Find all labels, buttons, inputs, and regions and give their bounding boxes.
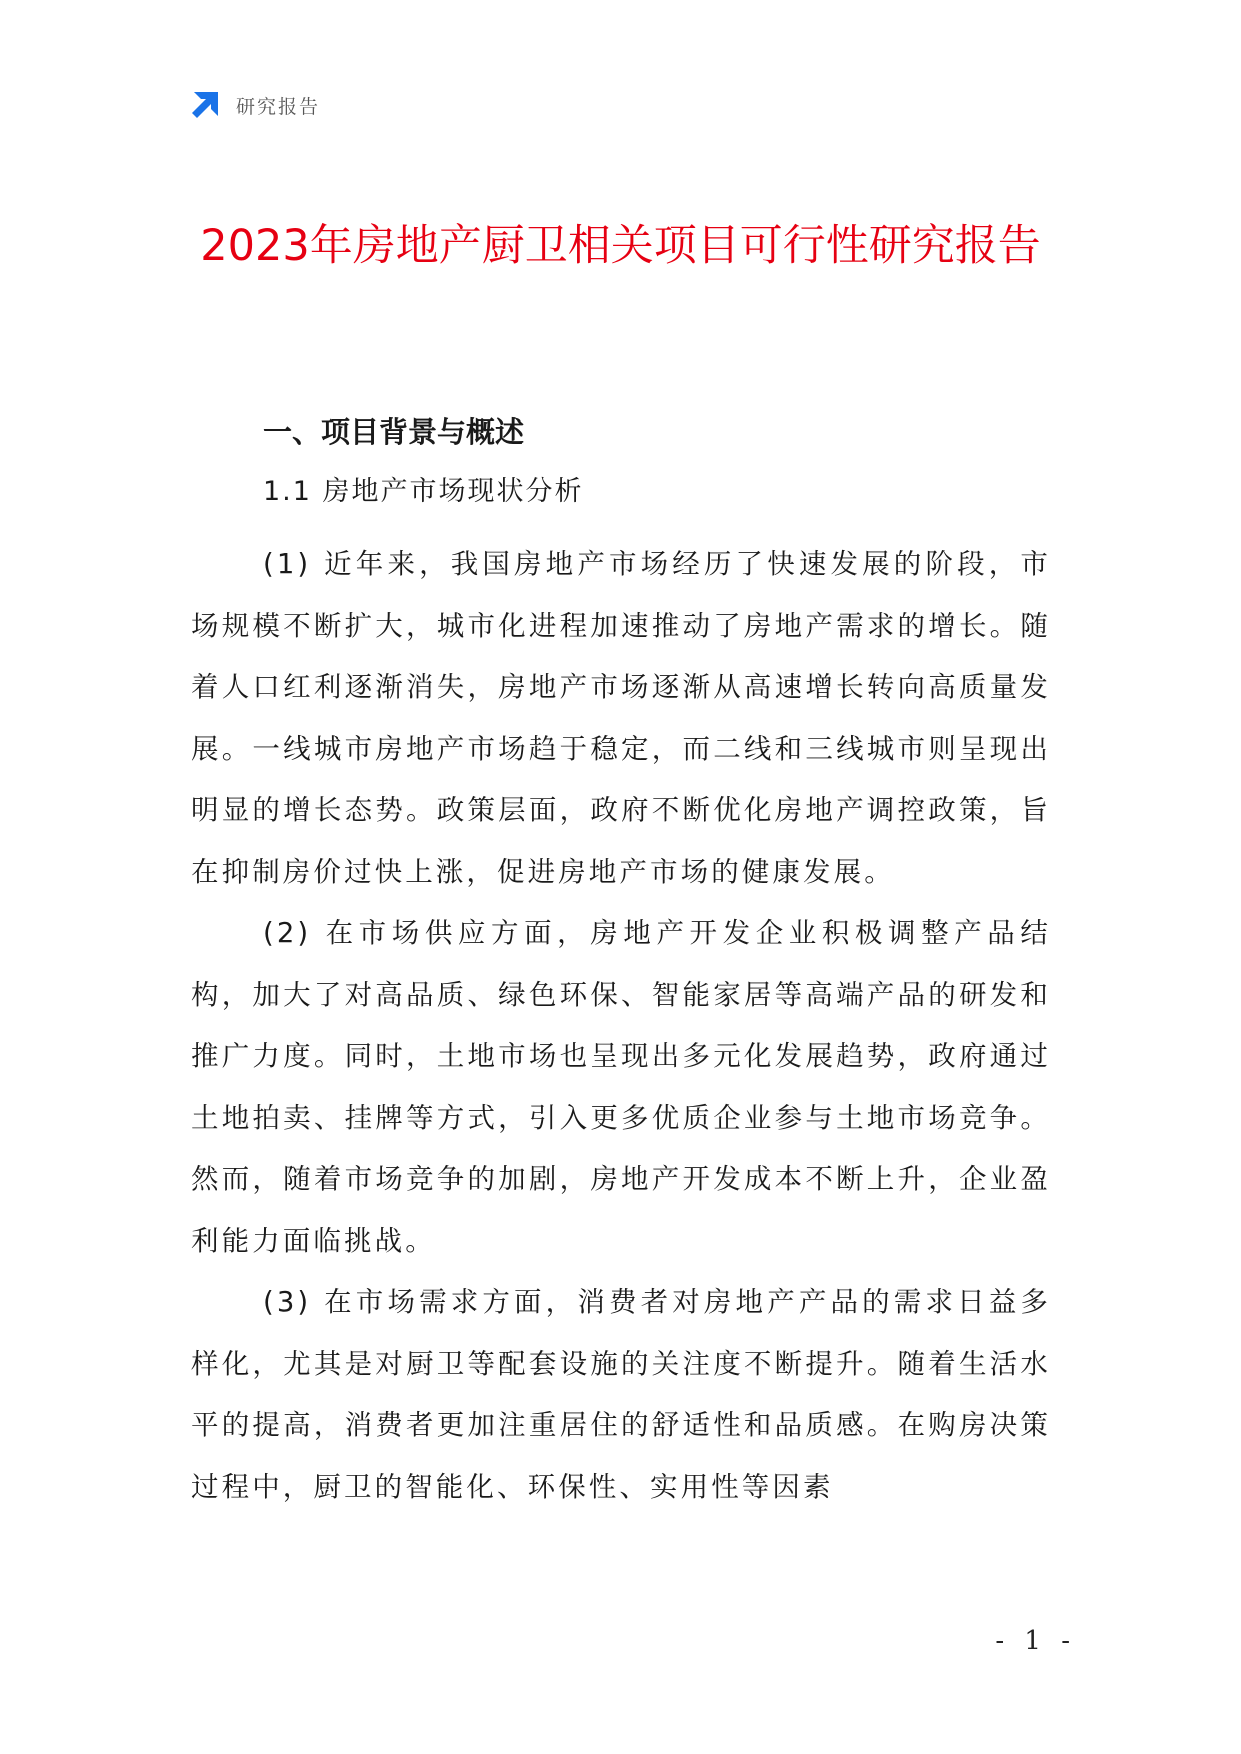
section-heading: 一、项目背景与概述 <box>263 415 525 449</box>
document-title: 2023年房地产厨卫相关项目可行性研究报告 <box>200 221 1041 271</box>
document-body <box>191 412 1051 1518</box>
report-header <box>188 88 320 122</box>
paragraph-3: (3) 在市场需求方面，消费者对房地产产品的需求日益多样化，尤其是对厨卫等配套设施的关注度不断提升。随着生活水平的提高，消费者更加注重居住的舒适性和品质感。在购房决策过程中，厨卫的智能化、环保性、实用性等因素 <box>191 1286 1051 1503</box>
arrow-up-right-icon <box>188 88 222 122</box>
header-label: 研究报告 <box>236 95 321 118</box>
paragraph-2: (2) 在市场供应方面，房地产开发企业积极调整产品结构，加大了对高品质、绿色环保、智能家居等高端产品的研发和推广力度。同时，土地市场也呈现出多元化发展趋势，政府通过土地拍卖、挂牌等方式，引入更多优质企业参与土地市场竞争。然而，随着市场竞争的加剧，房地产开发成本不断上升，企业盈利能力面临挑战。 <box>191 917 1051 1257</box>
paragraph-1: (1) 近年来，我国房地产市场经历了快速发展的阶段，市场规模不断扩大，城市化进程加速推动了房地产需求的增长。随着人口红利逐渐消失，房地产市场逐渐从高速增长转向高质量发展。一线城市房地产市场趋于稳定，而二线和三线城市则呈现出明显的增长态势。政策层面，政府不断优化房地产调控政策，旨在抑制房价过快上涨，促进房地产市场的健康发展。 <box>191 548 1051 888</box>
page-number: - 1 - <box>995 1626 1076 1656</box>
subsection-heading: 1.1 房地产市场现状分析 <box>263 476 584 507</box>
